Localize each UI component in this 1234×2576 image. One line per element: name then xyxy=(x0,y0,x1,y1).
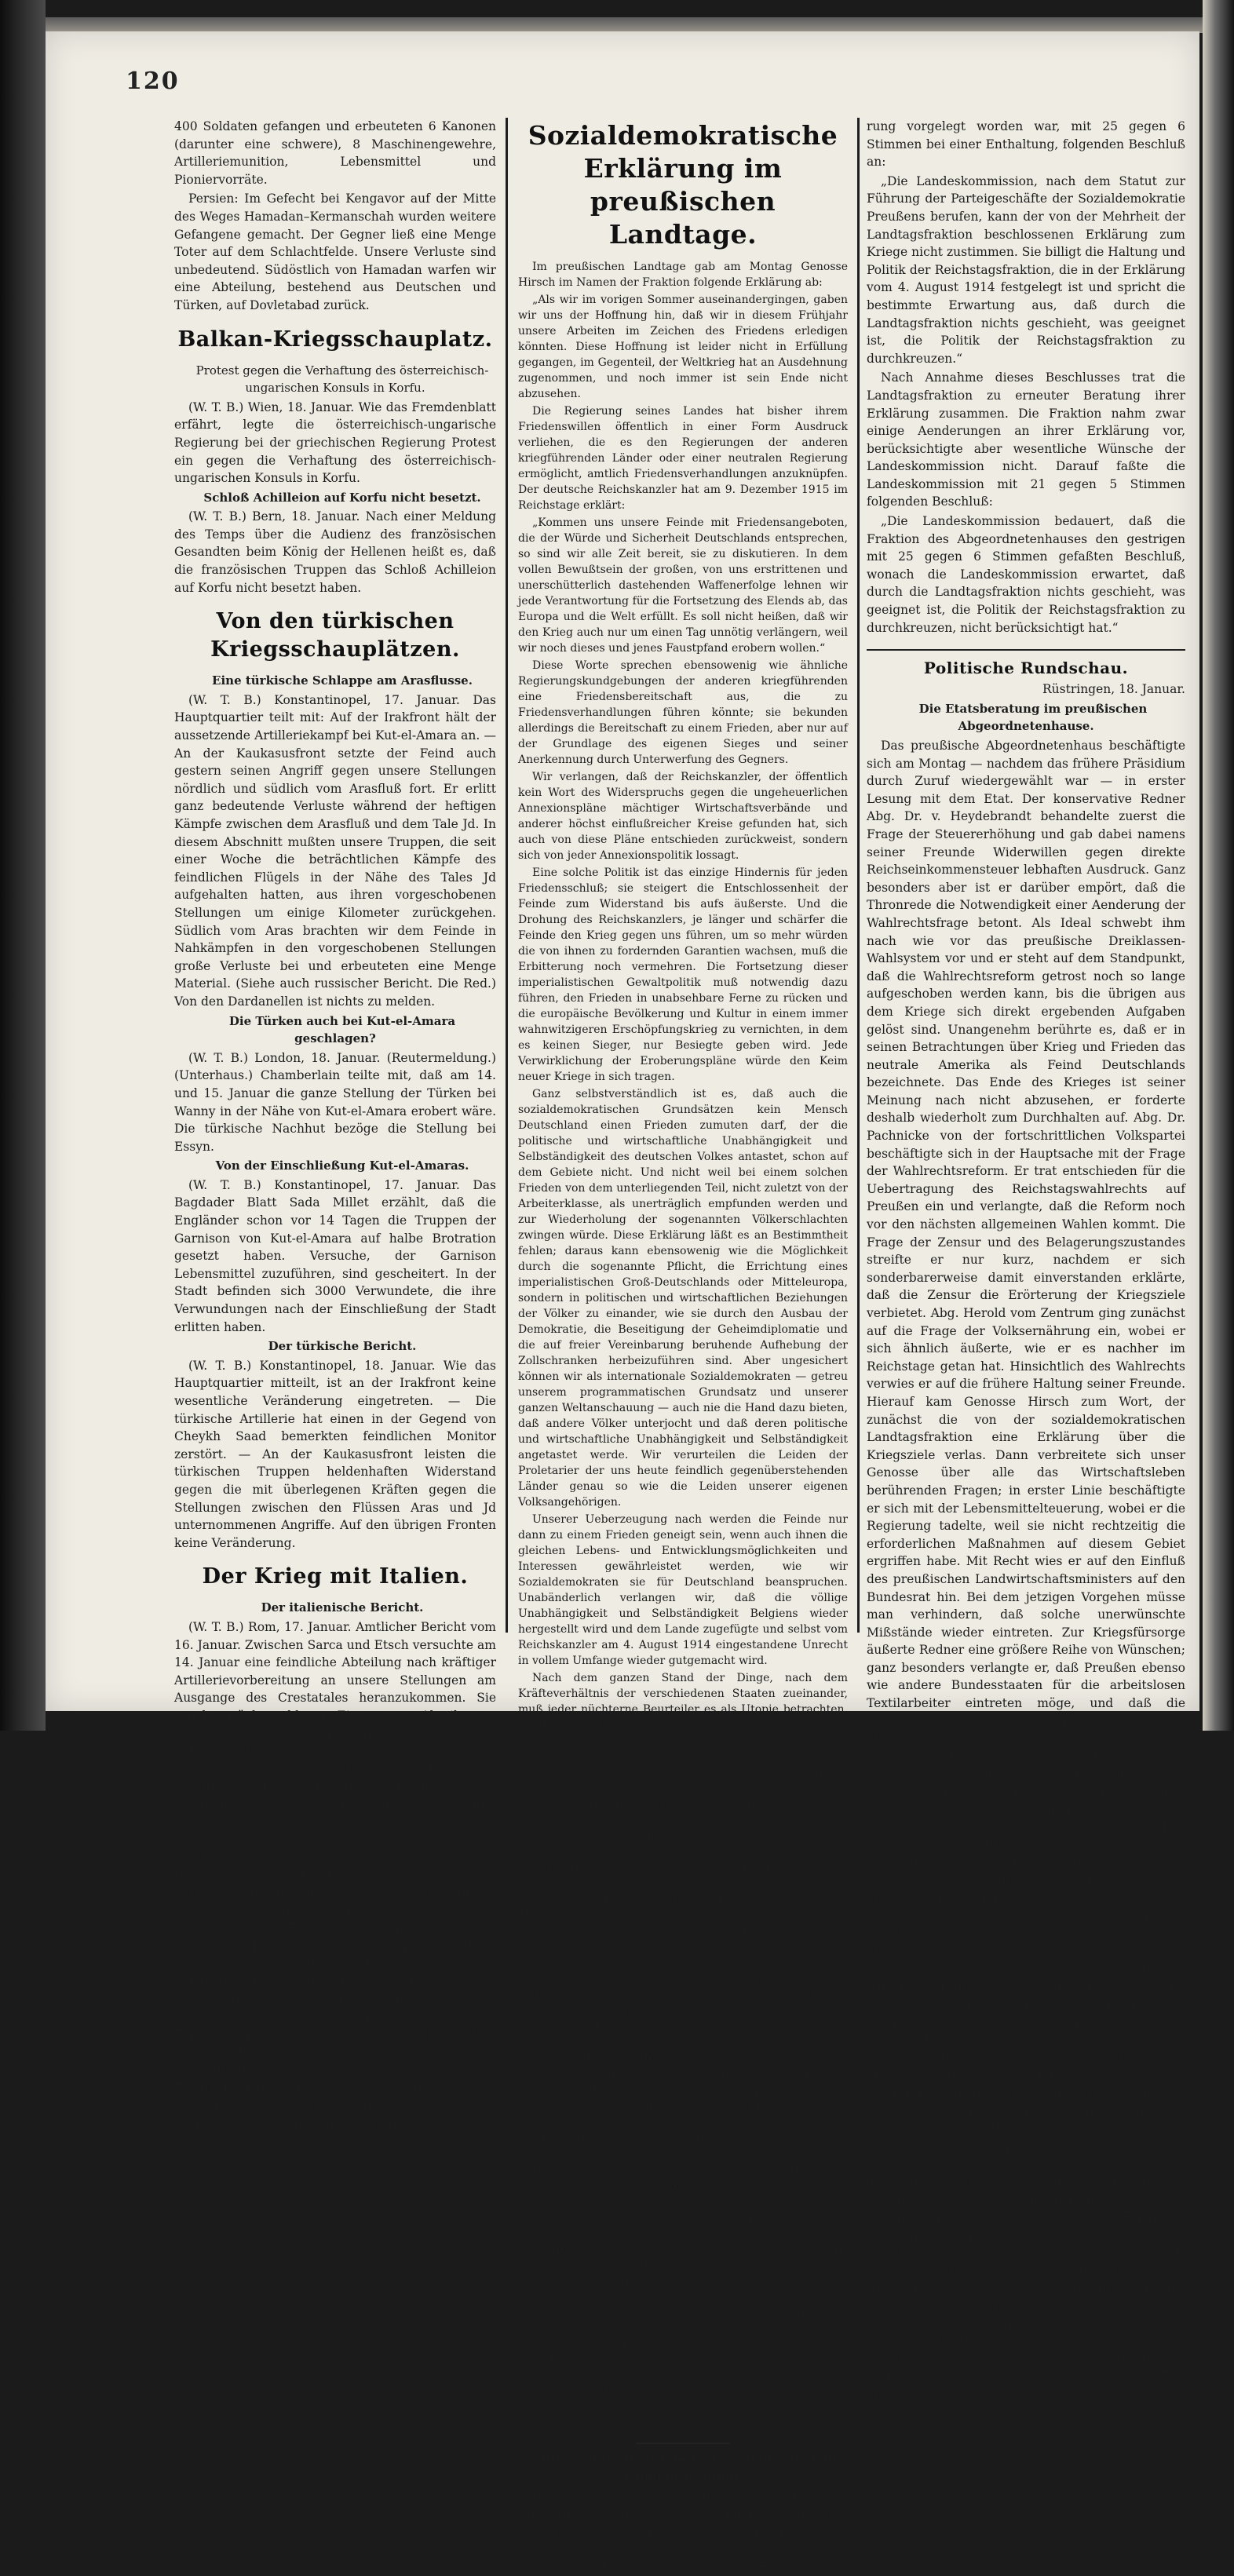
article-paragraph: Unserer Ueberzeugung nach werden die Feinde nur dann zu einem Frieden geneigt sein, wenn auch ihnen die gleichen Lebens- und Entwicklungsmöglichkeiten und Interessen gewährleistet werden, wie wir Sozialdemokraten sie für Deutschland beanspruchen. Unabänderlich verlangen wir, daß die völlige Unabhängigkeit und Selbständigkeit Belgiens wieder hergestellt wird und dem Lande zugefügte und selbst vom Reichskanzler am 4. August 1914 eingestandene Unrecht in vollem Umfange wieder gutgemacht wird. xyxy=(518,1513,848,1667)
einschliessung-title: Von der Einschließung Kut-el-Amaras. xyxy=(215,1158,469,1173)
continued-paragraph: rung vorgelegt worden war, mit 25 gegen 6 Stimmen bei einer Enthaltung, folgenden Beschluß an: xyxy=(867,119,1185,170)
column-rule-left xyxy=(506,118,508,1633)
rundschau-dateline: Rüstringen, 18. Januar. xyxy=(1042,682,1185,697)
kommission-title: Die preußische Landeskommission gegen die Landtagsfraktion. xyxy=(540,2452,840,2484)
einschliessung-text: (W. T. B.) Konstantinopel, 17. Januar. Das Bagdader Blatt Sada Millet erzählt, daß die Engländer schon vor 14 Tagen die Truppen der Garnison von Kut-el-Amara auf halbe Brotration gesetzt haben. Versuche, der Garnison Lebensmittel zuzuführen, sind gescheitert. In der Stadt befinden sich 3000 Verwundete, die ihre Verwundungen nach der Einschließung der Stadt erlitten haben. xyxy=(174,1177,496,1334)
tuerk-bericht-title: Der türkische Bericht. xyxy=(268,1339,417,1354)
continued-paragraph: „Die Landeskommission, nach dem Statut zur Führung der Parteigeschäfte der Sozialdemokratie Preußens berufen, kann der von der Mehrheit der Landtagsfraktion beschlossenen Erklärung zum Kriege nicht zustimmen. Sie billigt die Haltung und Politik der Reichstagsfraktion, die in der Erklärung vom 4. August 1914 festgelegt ist und spricht die bestimmte Erwartung aus, daß durch die Landtagsfraktion nichts geschieht, was geeignet ist, die Politik der Reichstagsfraktion zu durchkreuzen.“ xyxy=(867,173,1185,366)
article-paragraph: Nach dem ganzen Stand der Dinge, nach dem Kräfteverhältnis der verschiedenen Staaten zueinander, muß jeder nüchterne Beurteiler es als Utopie betrachten, zu glauben, daß von der einen oder der anderen Seite ein Sieg errungen werden kann, der es ihr möglich wäre, dem Gegner die Friedensbedingungen zu diktieren. xyxy=(518,1672,848,1763)
rundschau-paragraph: Das preußische Abgeordnetenhaus beschäftigte sich am Montag — nachdem das frühere Präsidium durch Zuruf wiedergewählt war — in erster Lesung mit dem Etat. Der konservative Redner Abg. Dr. v. Heydebrandt behandelte zuerst die Frage der Steuererhöhung und gab dabei namens seiner Freunde Widerwillen gegen direkte Reichseinkommensteuer lebhaften Ausdruck. Ganz besonders aber ist er darüber empört, daß die Thronrede die Notwendigkeit einer Aenderung der Wahlrechtsfrage betont. Als Ideal schwebt ihm nach wie vor das preußische Dreiklassen-Wahlsystem vor und er steht auf dem Standpunkt, daß die Wahlrechtsreform getrost noch so lange aufgeschoben werden kann, bis die übrigen aus dem Kriege sich direkt ergebenden Aufgaben gelöst sind. Unangenehm berührte es, daß er in seinen Betrachtungen über Krieg und Frieden das neutrale Amerika als Feind Deutschlands bezeichnete. Das Ende des Krieges ist seiner Meinung nach nicht abzusehen, er forderte deshalb wiederholt zum Durchhalten auf. Abg. Dr. Pachnicke von der fortschrittlichen Volkspartei beschäftigte sich in der Hauptsache mit der Frage der Wahlrechtsreform. Er trat entschieden für die Uebertragung des Reichstagswahlrechts auf Preußen ein und verlangte, daß die Reform noch vor den nächsten allgemeinen Wahlen kommt. Die Frage der Zensur und des Belagerungszustandes streifte er nur kurz, nachdem er sich sonderbarerweise damit einverstanden erklärte, daß die Zensur die Erörterung der Kriegsziele verbietet. Abg. Herold vom Zentrum ging zunächst auf die Frage der Volksernährung ein, wobei er sich ähnlich äußerte, wie er es nachher im Reichstage getan hat. Hinsichtlich des Wahlrechts verwies er auf die frühere Haltung seiner Freunde. Hierauf kam Genosse Hirsch zum Wort, der zunächst die von der sozialdemokratischen Landtagsfraktion eine Erklärung über die Kriegsziele verlas. Dann verbreitete sich unser Genosse über alle das Wirtschaftsleben berührenden Fragen; in erster Linie beschäftigte er sich mit der Lebensmittelteuerung, wobei er die Regierung tadelte, weil sie nicht rechtzeitig die erforderlichen Maßnahmen auf diesem Gebiet ergriffen habe. Mit Recht wies er auf den Einfluß des preußischen Landwirtschaftsministers auf den Bundesrat hin. Bei dem jetzigen Vorgehen müsse man verhindern, daß solche unerwünschte Mißstände wieder eintreten. Zur Kriegsfürsorge äußerte Redner eine größere Reihe von Wünschen; ganz besonders verlangte er, daß Preußen ebenso wie andere Bundesstaaten für die arbeitslosen Textilarbeiter eintreten möge, und daß die Regierung bereits heute Maßnahmen ergreife, wie dem nach dem Kriege eintretenden Wohnungsmangel und der Arbeitslosigkeit zu begegnen sei. Mit dem Grundgedanken der Steuerzuschläge erklärte sich Redner einverstanden, forderte aber eine stärkere Schonung der kleinen Einkommen. Schließlich ging Genosse Hirsch auf die eigentlichen Verwaltungsfragen ein. Verlangt wurde die Beseitigung einer Reihe von Gesetzen, vor allem der Gesindeordnung, ferner die Abkehr von der Polen- und Dänen-Politik und die sofortige Einführung des allgemeinen, gleichen, direkten und geheimen Wahlrechts. Der Minister des Innern v. Loebell polemisierte gegen die Ausführungen Hirschs über die Kriegsziele und gab die Erklärung ab, daß die Regierung erst nach dem Kriege das Wahlgesetz zu ändern beabsichtige. Die Regierung wolle nicht unnötig die Gegensätze zwischen den Parteien aufwühlen. Auch die Polenpolitik werde nicht geändert werden, doch hoffe sie, daß sich die Polen mit einer entgegenkommenden Haltung der Regierung begnügen. Die sozialdemokratische Partei werde hoffentlich auch im Frieden den Weg wieder gehen, den sie bei Kriegsausbruch zum Segen Deutschlands beschritten habe. Geschehe das, dann werde die Partei ihren Platz auf dem Boden des Staatsgedankens und an der Seite der anderen Parteien suchen und finden. Dr. Friedberg (natl.) polemisierte gegen die sozialdemokratische Friedensprogramm, wobei er Belgiens Zukunft erörterte und sich auf die Seite der Abg. v. Heydebrandt stellte. Auch der Anregung unseres Genossen, Maßnahmen zur Vorbeugung einer Wohnungsnot zu ergreifen, stimmte er zu. Hinsichtlich des Wahlrechts vertrat er den Standpunkt, den seine Freunde bereits in der vorherigen Session vertreten haben, daß die Zeit des Kriegszustandes xyxy=(867,739,1185,2403)
book-page-stack-edge xyxy=(1203,0,1234,1731)
article-paragraph: Wir verlangen, daß der Reichskanzler, der öffentlich kein Wort des Widerspruchs gegen die ungeheuerlichen Annexionspläne mächtiger Wirtschaftsverbände und anderer höchst einflußreicher Kreise gefunden hat, sich auch von diese Pläne entschieden zurückweist, sondern sich von jeder Annexionspolitik lossagt. xyxy=(518,771,848,862)
column-1 xyxy=(174,118,496,2131)
continued-paragraph: „Die Landeskommission bedauert, daß die Fraktion des Abgeordnetenhauses den gestrigen mit 25 gegen 6 Stimmen gefaßten Beschluß, wonach die Landeskommission erwartet, daß durch die Landtagsfraktion nichts geschieht, was geeignet ist, die Politik der Reichstagsfraktion zu durchkreuzen, nicht berücksichtigt hat.“ xyxy=(867,514,1185,635)
article-paragraph: Wenn die Regierungen der kriegführenden Länder heute noch nicht von einem Frieden wissen wollen, so stehen sie damit nicht nur in schärfsten Widerspruch zu der großen Masse des Volkes aller Nationen, das nichts sehnlicher herbeiwünscht, als den Tag, an dem es sich wieder friedlicher Kulturarbeit widmen kann. xyxy=(518,1973,848,2064)
tuerk-bericht-text: (W. T. B.) Konstantinopel, 18. Januar. Wie das Hauptquartier mitteilt, ist an der Irakfront keine wesentliche Veränderung eingetreten. — Die türkische Artillerie hat einen in der Gegend von Cheykh Saad bemerkten feindlichen Monitor zerstört. — An der Kaukasusfront leisten die türkischen Truppen heldenhaften Widerstand gegen die mit überlegenen Kräften gegen die Stellungen zwischen den Flüssen Aras und Jd unternommenen Angriffe. Auf den übrigen Fronten keine Veränderung. xyxy=(174,1358,496,1550)
intro-paragraph: Persien: Im Gefecht bei Kengavor auf der Mitte des Weges Hamadan–Kermanschah wurden weitere Gefangene gemacht. Der Gegner ließ eine Menge Toter auf dem Schlachtfelde. Unsere Verluste sind unbedeutend. Südöstlich von Hamadan warfen wir eine Abteilung, bestehend aus Deutschen und Türken, auf Dovletabad zurück. xyxy=(174,192,496,312)
schlappe-text: (W. T. B.) Konstantinopel, 17. Januar. Das Hauptquartier teilt mit: Auf der Irakfront hält der aussetzende Artilleriekampf bei Kut-el-Amara an. — An der Kaukasusfront setzte der Feind auch gestern seinen Angriff gegen unsere Stellungen nördlich und südlich vom Arasfluß fort. Er erlitt ganz bedeutende Verluste während der heftigen Kämpfe zwischen dem Arasfluß und dem Tale Jd. In diesem Abschnitt mußten unsere Truppen, die seit einer Woche die beträchtlichen Kämpfe des feindlichen Flügels in der Nähe des Tales Jd aufgehalten hatten, aus ihren vorgeschobenen Stellungen um einige Kilometer zurückgehen. Südlich vom Aras brachten wir dem Feinde in Nahkämpfen in den vorgeschobenen Stellungen große Verluste bei und erbeuteten eine Menge Material. (Siehe auch russischer Bericht. Die Red.) Von den Dardanellen ist nichts zu melden. xyxy=(174,692,496,1009)
lead-paragraph: Im preußischen Landtage gab am Montag Genosse Hirsch im Namen der Fraktion folgende Erklärung ab: xyxy=(518,261,848,289)
article-paragraph: In keinem Lande hat das Volk den Krieg gewollt. In allen Ländern heischen die Massen immer ungestümer, daß dem entsetzlichen Blutvergießen ein Ende gemacht und der unerhörten Zerrüttung des Volkswohlstandes ein Halt geboten werde. Unübersehbar sind die Opfer, die die Völker sich jetzt gebracht haben. Jeder Tag fügt das Meer von Blut und Tränen anschwellen. Sind sich die, die den Krieg heraufbeschworen haben, die furchtbare Maß der Schuld gegenüber dem ganzen Volke wie der gesamten Menschheit tragen, ihrer Verantwortung bewußt? Graut ihnen nicht vor weiterer Ausdehnung der ungeheuren Erbitterung, die jede Verlängerung des Krieges zwar wird? xyxy=(518,1768,848,1968)
balkan-headline: Balkan-Kriegsschauplatz. xyxy=(177,327,493,352)
article-paragraph: Ganz selbstverständlich ist es, daß auch die sozialdemokratischen Grundsätzen kein Mensch Deutschland einen Frieden zumuten darf, der die politische und wirtschaftliche Unabhängigkeit und Selbständigkeit des deutschen Volkes antastet, schon auf dem Gebiete nicht. Und nicht weil bei einem solchen Frieden von dem unterliegenden Teil, nicht zuletzt von der Arbeiterklasse, als unerträglich empfunden werden und zur Wiederholung der sogenannten Völkerschlachten zwingen würde. Diese Erklärung läßt es an Bestimmtheit fehlen; daraus kann ebensowenig wie die Möglichkeit durch die sogenannte Pflicht, die Errichtung eines imperialistischen Groß-Deutschlands oder Mitteleuropa, sondern in politischen und wirtschaftlichen Beziehungen der Völker zu einander, wie sie durch den Ausbau der Demokratie, die Beseitigung der Geheimdiplomatie und die auf freier Vereinbarung beruhende Aufhebung der Zollschranken herbeizuführen sind. Aber ungesichert können wir als internationale Sozialdemokraten — getreu unserem programmatischen Grundsatz und unserer ganzen Weltanschauung — auch nie die Hand dazu bieten, daß andere Völker unterjocht und daß deren politische und wirtschaftliche Unabhängigkeit und Selbständigkeit angetastet werde. Wir verurteilen die Leiden der Proletarier der uns heute feindlich gegenüberstehenden Länder genau so wie die Leiden unserer eigenen Volksangehörigen. xyxy=(518,1088,848,1509)
schlappe-title: Eine türkische Schlappe am Arasflusse. xyxy=(212,673,473,688)
ital-bericht-title: Der italienische Bericht. xyxy=(261,1600,424,1615)
article-paragraph: Diese Worte sprechen ebensowenig wie ähnliche Regierungskundgebungen der anderen kriegführenden eine Friedensbereitschaft aus, die zu Friedensverhandlungen führen könnte; sie bekunden allerdings die Bereitschaft zu einem Frieden, aber nur auf der Grundlage des eigenen Sieges und seiner Anerkennung durch Unterwerfung des Gegners. xyxy=(518,659,848,766)
continued-paragraph: Nach Annahme dieses Beschlusses trat die Landtagsfraktion zu erneuter Beratung ihrer Erklärung zusammen. Die Fraktion nahm zwar einige Aenderungen an ihrer Erklärung vor, berücksichtigte aber wesentliche Wünsche der Landeskommission nicht. Darauf faßte die Landeskommission mit 21 gegen 5 Stimmen folgenden Beschluß: xyxy=(867,370,1185,509)
italien-headline: Der Krieg mit Italien. xyxy=(202,1564,469,1589)
section-divider xyxy=(636,2443,730,2444)
achilleion-text: (W. T. B.) Bern, 18. Januar. Nach einer Meldung des Temps über die Audienz des französischen Gesandten beim König der Hellenen heißt es, daß die französischen Truppen das Schloß Achilleion auf Korfu nicht besetzt haben. xyxy=(174,509,496,595)
article-paragraph: Eine solche Politik ist das einzige Hindernis für jeden Friedensschluß; sie steigert die Entschlossenheit der Feinde zum Widerstand bis aufs äußerste. Und die Drohung des Reichskanzlers, je länger und schärfer die Feinde den Krieg gegen uns führen, um so mehr würden die von ihnen zu fordernden Garantien wachsen, muß die Erbitterung noch vermehren. Die Fortsetzung dieser imperialistischen Gewaltpolitik muß notwendig dazu führen, den Frieden in unabsehbare Ferne zu rücken und die europäische Bevölkerung und Kultur in einem immer wahnwitzigeren Erschöpfungskrieg zu vernichten, in dem es keinen Sieger, nur Besiegte geben wird. Jede Verwirklichung der Eroberungspläne würde den Keim neuer Kriege in sich tragen. xyxy=(518,867,848,1083)
article-paragraph: Die Regierung, die auch jetzt noch nicht die Hand zum Frieden bietet, häuft dadurch das furchtbare Maß der Schuld gegenüber dem eigenen Volke wie der gesamten Menschheit. Wir verlangen daher, daß die deutsche Regierung vor den anderen Länder vorangeht, ihre Eroberungspläne aufgibt und damit die Bahn öffnet für den einzigen, den Interessen der Menschheit dienenden Frieden. Der Ausbruch und die Verlauf des Krieges hat vor aller Welt das imperialistische Gewaltsystem gebrandmarkt. Nicht durch die Macht der Bajonette, nicht durch Eroberungen und Vergewaltigungen, nicht durch das Aufwerfen neuer Gegensätze, sondern nur durch die Gestaltung neuer Länder kann der dauernde Friede und die Kultur geschaffen werden. Unsere Partei steht zu den Grundsätzen allein durch die bewußte, opfer- und kampfbereite Interessensolidarität der Proletarier aller Länder. xyxy=(518,2165,848,2428)
etatsberatung-title: Die Etatsberatung im preußischen Abgeordnetenhause. xyxy=(918,701,1148,734)
achilleion-title: Schloß Achilleion auf Korfu nicht besetzt. xyxy=(203,490,481,505)
article-paragraph: Die Regierung seines Landes hat bisher ihrem Friedenswillen öffentlich in einer Form Ausdruck verliehen, die es den Regierungen der anderen kriegführenden Länder oder einer neutralen Regierung ermöglicht, amtlich Friedensverhandlungen anzuknüpfen. Der deutsche Reichskanzler hat am 9. Dezember 1915 im Reichstage erklärt: xyxy=(518,405,848,512)
protest-text: (W. T. B.) Wien, 18. Januar. Wie das Fremdenblatt erfährt, legte die österreichisch-ungarische Regierung bei der griechischen Regierung Protest ein gegen die Verhaftung des österreichisch-ungarischen Konsuls in Korfu. xyxy=(174,400,496,486)
intro-paragraph: 400 Soldaten gefangen und erbeuteten 6 Kanonen (darunter eine schwere), 8 Maschinengewehre, Artilleriemunition, Lebensmittel und Pioniervorräte. xyxy=(174,119,496,187)
page-number: 120 xyxy=(126,68,180,95)
kut-text: (W. T. B.) London, 18. Januar. (Reutermeldung.) (Unterhaus.) Chamberlain teilte mit, daß am 14. und 15. Januar die ganze Stellung der Türken bei Wanny in der Nähe von Kut-el-Amara erobert wäre. Die türkische Nachhut bezöge die Stellung bei Essyn. xyxy=(174,1050,496,1154)
article-paragraph: „Kommen uns unsere Feinde mit Friedensangeboten, die der Würde und Sicherheit Deutschlands entsprechen, so sind wir alle Zeit bereit, sie zu diskutieren. In dem vollen Bewußtsein der großen, von uns erstrittenen und unerschütterlich dastehenden Waffenerfolge lehnen wir jede Verantwortung für die Fortsetzung des Elends ab, das Europa und die Welt erfüllt. Es soll nicht heißen, daß wir den Krieg auch nur um einen Tag unnötig verlängern, weil wir noch dieses und jenes Faustpfand erobern wollen.“ xyxy=(518,516,848,655)
kut-title: Die Türken auch bei Kut-el-Amara geschlagen? xyxy=(228,1013,456,1046)
sozialdemokratische-headline: Sozialdemokratische Erklärung im preußischen Landtage. xyxy=(528,120,838,250)
column-rule-right xyxy=(857,118,860,1633)
page-top-edge xyxy=(46,17,1207,33)
article-paragraph: „Als wir im vorigen Sommer auseinandergingen, gaben wir uns der Hoffnung hin, daß wir in diesem Frühjahr unsere Arbeiten im Zeichen des Friedens erledigen könnten. Diese Hoffnung ist leider nicht in Erfüllung gegangen, im Gegenteil, der Weltkrieg hat an Ausdehnung zugenommen, und noch immer ist sein Ende nicht abzusehen. xyxy=(518,294,848,400)
column-2 xyxy=(518,118,848,2574)
book-binding-edge xyxy=(0,0,46,1731)
article-paragraph: Millionen blühender Menschenleben sind vernichtet, weitere Millionen zeitlebens verkrüppelt oder mit schleichendem Siechtum behaftet. Zahllose Existenzen sind zerstört. In einigen Monaten ist die Kultur eines Jahrhunderts zerrüttet, und es wird Jahrzehnte dauern, bis das Zertrümmerte wieder aufgebaut ist. xyxy=(518,2069,848,2160)
turk-headline: Von den türkischen Kriegsschauplätzen. xyxy=(210,609,460,662)
ital-bericht-text: (W. T. B.) Rom, 17. Januar. Amtlicher Bericht vom 16. Januar. Zwischen Sarca und Etsch versuchte am 14. Januar eine feindliche Abteilung nach kräftiger Artillerievorbereitung an unsere Stellungen am Ausgange des Crestatales heranzukommen. Sie wurde zurückgeschlagen. Eine unserer Abteilungen besetzte das Inselchen im Loppio-See. Wohlgezielte Schüsse unserer Artillerie verursachten an demselben Tage eine Explosion eines feindlichen Munitionslagers in der Gegend von Ombretta am Oberlaufe des Flusses Ansiso und zersprengten eine feindliche Kolonne, welche die Straße nach Raibl im Seebachtale heranmarschierte. Auf den Höhen nordwestlich von Görz folgte auf die heftige Beschießung vom 12. Januar in der Nacht ein feindlicher Angriff mit bedeutenden Kräften gegen unsere Stellungen im Abschnitt zwischen Pevmica und Oslavija. Der Feind wurde beim ersten Angriff zurückgeschlagen, dann griff er mit verstärkten Kräften wieder an und konnte in einen unserer Schützengräben im Abschnitte zwischen Cote 188 und Oslavija eindringen. Am Morgen warfen jedoch unsere Truppen mit heftigem Gegenangriff den Feind jenseits Oslavia zurück, nahmen die Stellung wieder vollständig fest in Besitz, erbeuteten Waffen und Munition und machten einige Gefangene. Feindliche Flieger warfen Bomben auf Feltre und Cervignano. Niemand wurde verletzt. Der Sachschaden ist gering. gez. Cadorna. xyxy=(174,1619,496,2131)
section-divider xyxy=(867,649,1185,651)
protest-title: Protest gegen die Verhaftung des österreichisch-ungarischen Konsuls in Korfu. xyxy=(195,363,489,396)
rundschau-headline: Politische Rundschau. xyxy=(923,659,1129,678)
kommission-text: Die Landeskommission der Sozialdemokratie Preußens, die am 14. und 15. Januar 1916 tagte, beschäftigte sich mit der politischen Situation in Preußen und nahm, nachdem ihr die von der Fraktion zur Etatberatung formulierte Erklä- xyxy=(518,2489,848,2574)
column-3 xyxy=(867,118,1185,2403)
